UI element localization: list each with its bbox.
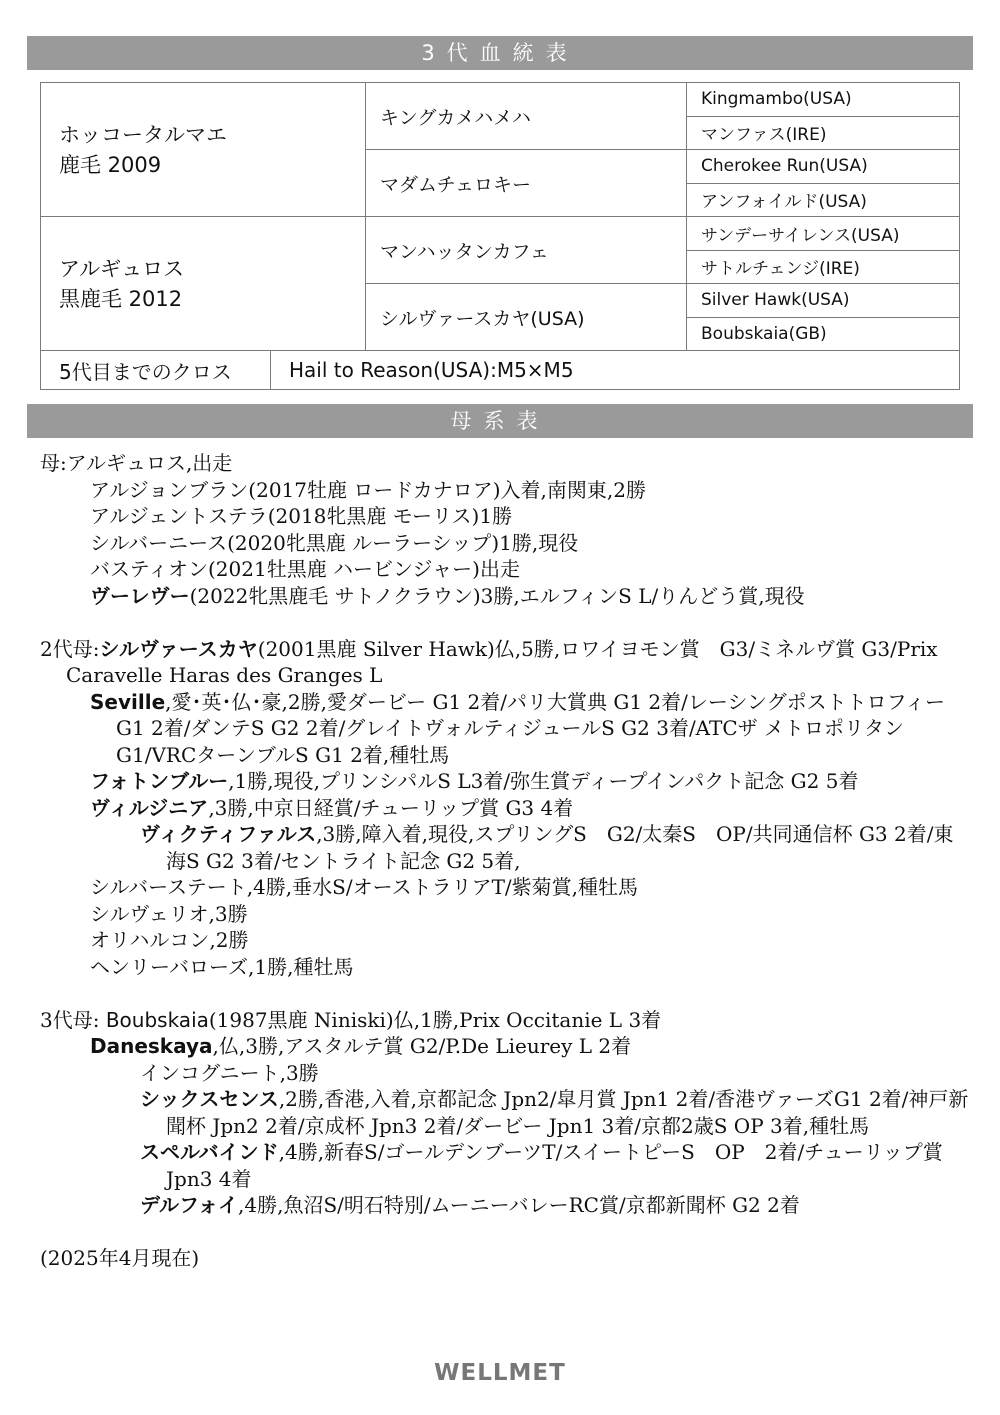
victi-name: ヴィクティファルス: [140, 822, 317, 846]
cross-value: Hail to Reason(USA):M5×M5: [271, 351, 960, 390]
dam-cell: [41, 217, 366, 351]
danes-line: [40, 1033, 970, 1060]
other-2-1: シルバーステート,4勝,垂水S/オーストラリアT/紫菊賞,種牡馬: [90, 875, 639, 899]
foal-5-name: ヴーレヴー: [90, 583, 190, 608]
pedigree-table: [40, 82, 960, 351]
dam-info: 黒鹿毛 2012: [59, 286, 183, 311]
spell-details: ,4勝,新春S/ゴールデンブーツT/スイートピーS OP 2着/チューリップ賞 Jpn3 4着: [166, 1140, 943, 1191]
third-dam-line: [40, 1007, 970, 1034]
foal-1: アルジョンブラン(2017牡鹿 ロードカナロア)入着,南関東,2勝: [90, 477, 647, 502]
third-dam-details: (1987黒鹿 Niniski)仏,1勝,Prix Occitanie L 3着: [208, 1007, 662, 1032]
family-list: [40, 450, 970, 1272]
sire-sire-sire: Kingmambo(USA): [687, 83, 960, 117]
dam-line: 母:アルギュロス,出走: [40, 451, 233, 475]
spacer: [40, 609, 970, 636]
six-line: [40, 1086, 970, 1139]
third-dam-label: 3代母:: [40, 1007, 106, 1032]
dam-name: アルギュロス: [59, 256, 185, 281]
dam-sire: マンハッタンカフェ: [366, 217, 687, 284]
third-dam-name: Boubskaia: [105, 1007, 209, 1032]
cross-label: 5代目までのクロス: [41, 351, 271, 390]
delfoi-name: デルフォイ: [140, 1193, 238, 1217]
dam-dam: シルヴァースカヤ(USA): [366, 284, 687, 351]
spacer: [40, 980, 970, 1007]
sire-dam-sire: Cherokee Run(USA): [687, 150, 960, 184]
sire-sire-dam: マンファス(IRE): [687, 116, 960, 150]
inbreeding-cross-table: [40, 350, 960, 390]
delfoi-line: [40, 1192, 970, 1219]
foal-3: シルバーニース(2020牝黒鹿 ルーラーシップ)1勝,現役: [90, 530, 579, 555]
other-2-4: ヘンリーバローズ,1勝,種牡馬: [90, 954, 354, 979]
other-2-3: オリハルコン,2勝: [90, 928, 249, 952]
sire-cell: [41, 83, 366, 217]
foal-5-details: (2022牝黒鹿毛 サトノクラウン)3勝,エルフィンS L/りんどう賞,現役: [189, 583, 805, 608]
virginia-details: ,3勝,中京日経賞/チューリップ賞 G3 4着: [208, 795, 574, 820]
danes-name: Daneskaya: [90, 1034, 213, 1058]
sire-dam: マダムチェロキー: [366, 150, 687, 217]
foal-4: バスティオン(2021牡黒鹿 ハービンジャー)出走: [90, 557, 520, 581]
second-dam-label: 2代母:: [40, 636, 100, 661]
six-name: シックスセンス: [140, 1087, 279, 1111]
second-dam-line: [40, 636, 970, 689]
photon-details: ,1勝,現役,プリンシパルS L3着/弥生賞ディープインパクト記念 G2 5着: [228, 769, 859, 793]
virginia-name: ヴィルジニア: [90, 795, 209, 820]
dam-sire-sire: サンデーサイレンス(USA): [687, 217, 960, 251]
spell-line: [40, 1139, 970, 1192]
dam-dam-sire: Silver Hawk(USA): [687, 284, 960, 318]
second-dam-name: シルヴァースカヤ: [99, 636, 258, 661]
as-of-date: (2025年4月現在): [40, 1246, 200, 1270]
dam-sire-dam: サトルチェンジ(IRE): [687, 250, 960, 284]
sire-name: ホッコータルマエ: [59, 122, 227, 147]
virginia-line: [40, 795, 970, 822]
spell-name: スペルバインド: [140, 1140, 279, 1164]
danes-details: ,仏,3勝,アスタルテ賞 G2/P.De Lieurey L 2着: [212, 1034, 632, 1058]
seville-details: ,愛･英･仏･豪,2勝,愛ダービー G1 2着/パリ大賞典 G1 2着/レーシングポストトロフィー G1 2着/ダンテS G2 2着/グレイトヴォルティジュールS G2 3着/ATCザ メトロポリタン G1/VRCターンブルS G1 2着,種牡馬: [116, 689, 945, 767]
incog-line: インコグニート,3勝: [140, 1060, 319, 1085]
spacer: [40, 1219, 970, 1246]
six-details: ,2勝,香港,入着,京都記念 Jpn2/皐月賞 Jpn1 2着/香港ヴァーズG1 2着/神戸新聞杯 Jpn2 2着/京成杯 Jpn3 2着/ダービー Jpn1 3着/京都2歳S OP 3着,種牡馬: [166, 1087, 969, 1138]
other-2-2: シルヴェリオ,3勝: [90, 901, 248, 926]
wellmet-logo: WELLMET: [434, 1360, 566, 1386]
victi-details: ,3勝,障入着,現役,スプリングS G2/太秦S OP/共同通信杯 G3 2着/東海S G2 3着/セントライト記念 G2 5着,: [166, 822, 954, 873]
sire-info: 鹿毛 2009: [59, 152, 162, 177]
family-header: 母系表: [27, 404, 973, 438]
second-dam-details: (2001黒鹿 Silver Hawk)仏,5勝,ロワイヨモン賞 G3/ミネルヴ賞 G3/Prix Caravelle Haras des Granges L: [66, 636, 938, 687]
photon-name: フォトンブルー: [90, 769, 229, 793]
victi-line: [40, 821, 970, 874]
sire-sire: キングカメハメハ: [366, 83, 687, 150]
sire-dam-dam: アンフォイルド(USA): [687, 183, 960, 217]
foal-5: [40, 583, 970, 610]
delfoi-details: ,4勝,魚沼S/明石特別/ムーニーバレーRC賞/京都新聞杯 G2 2着: [238, 1193, 800, 1217]
seville-line: [40, 689, 970, 769]
pedigree-header: 3代血統表: [27, 36, 973, 70]
seville-name: Seville: [90, 689, 166, 714]
dam-dam-dam: Boubskaia(GB): [687, 317, 960, 351]
foal-2: アルジェントステラ(2018牝黒鹿 モーリス)1勝: [90, 504, 513, 528]
photon-line: [40, 768, 970, 795]
